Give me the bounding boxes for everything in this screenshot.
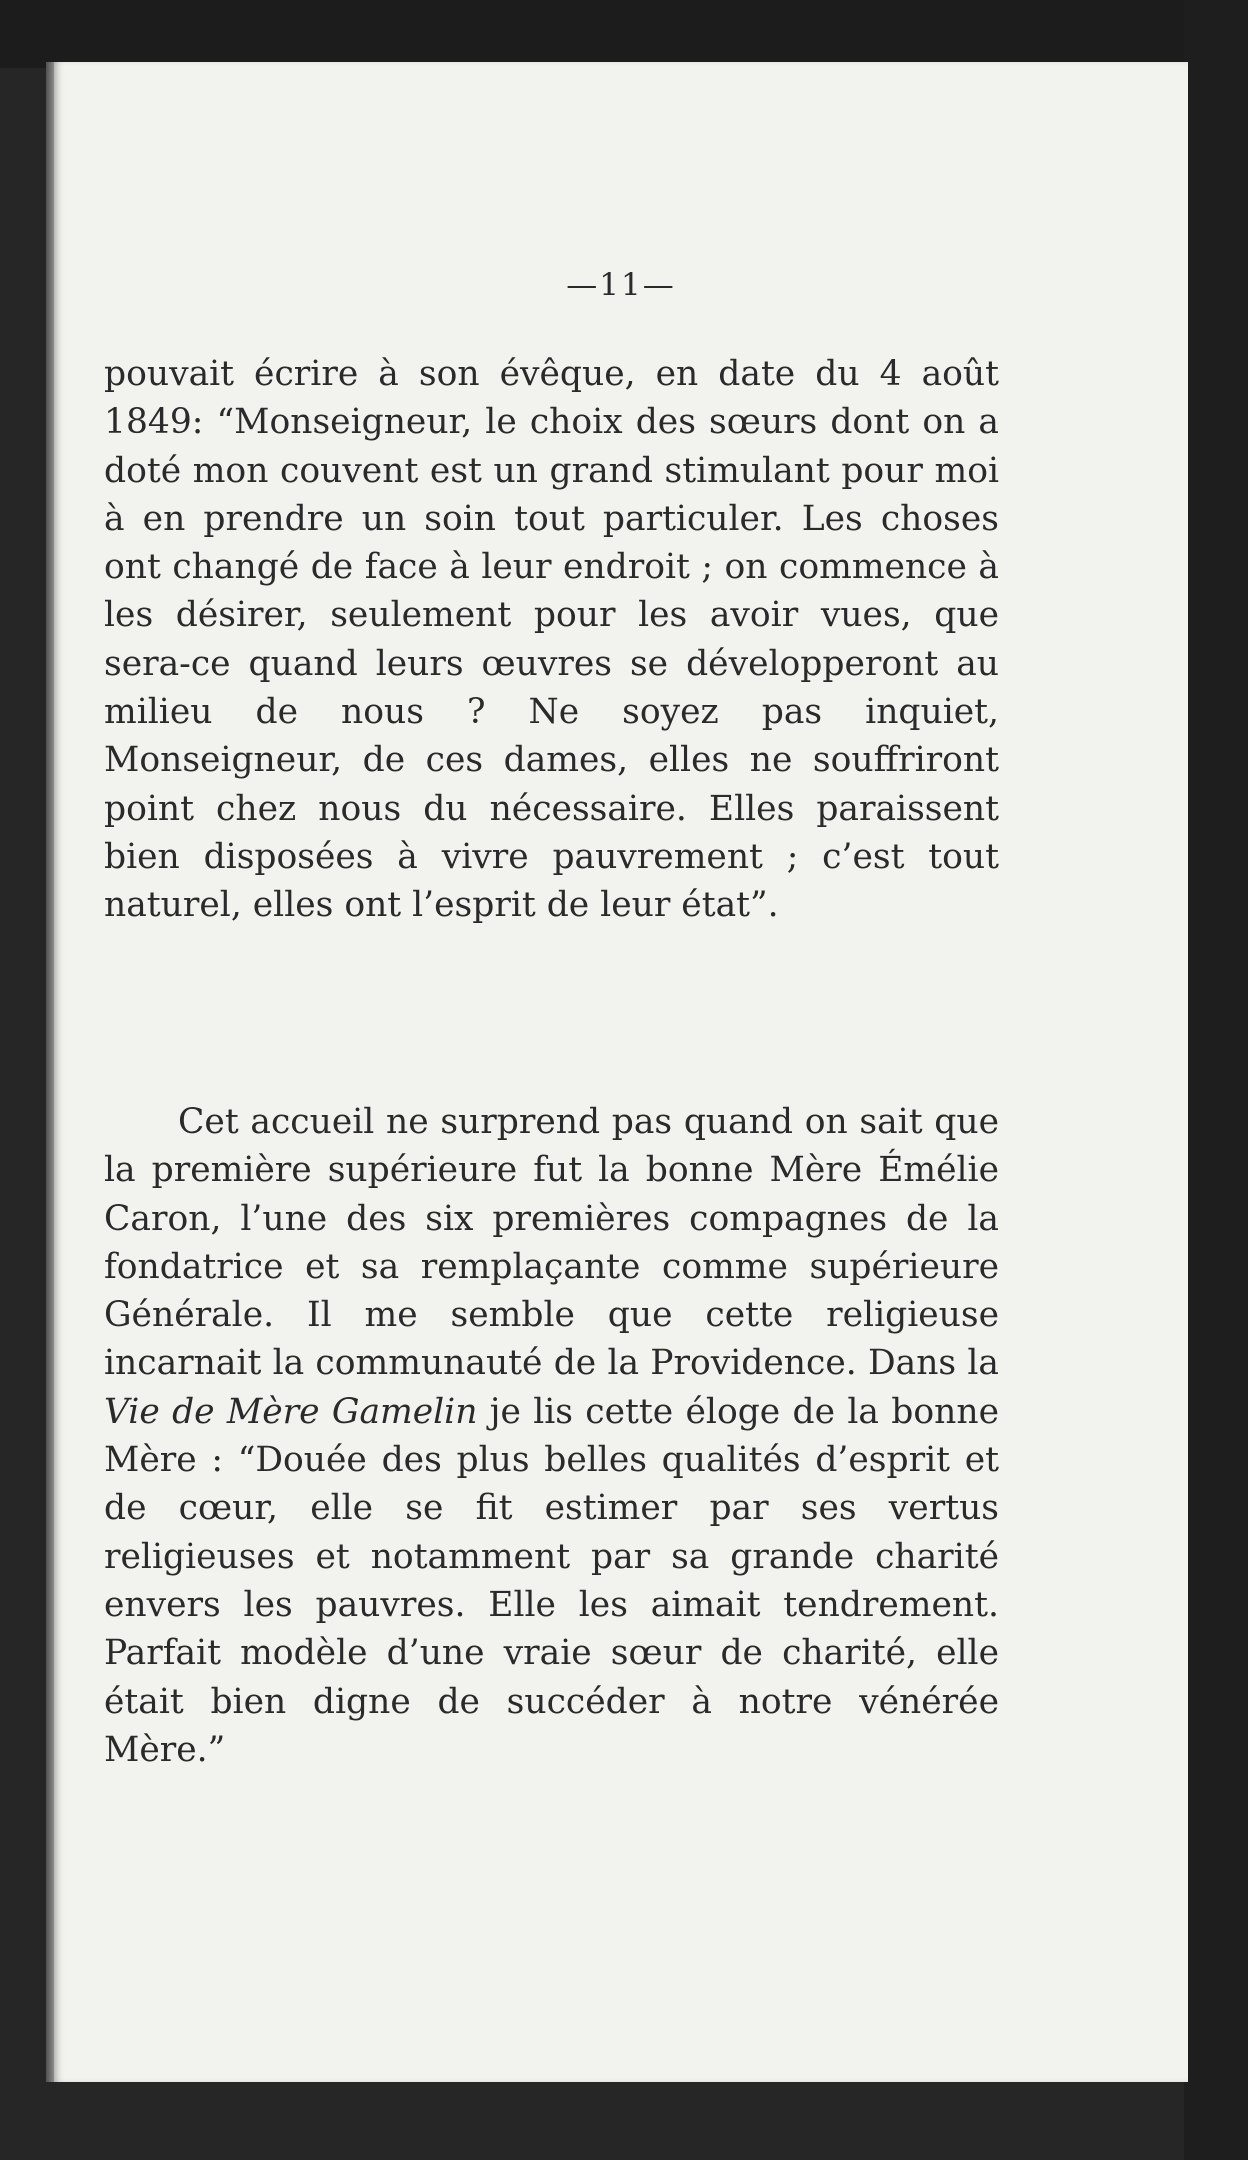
- book-page: [54, 62, 1188, 2082]
- scan-background-top: [0, 0, 1248, 68]
- scan-background-right: [1184, 0, 1248, 2160]
- paragraph-2-text-before: Cet accueil ne surprend pas quand on sait que la première supérieure fut la bonne Mère Émélie Caron, l’une des six premières compagnes de la fondatrice et sa remplaçante comme supérieure Générale. Il me semble que cette religieuse incarnait la communauté de la Providence. Dans la: [104, 1102, 999, 1384]
- book-title-italic: Vie de Mère Gamelin: [104, 1391, 478, 1432]
- paragraph-2: [104, 1098, 999, 1774]
- paragraph-2-text-after: je lis cette éloge de la bonne Mère : “Douée des plus belles qualités d’esprit et de cœur, elle se fit estimer par ses vertus religieuses et notamment par sa grande charité envers les pauvres. Elle les aimait tendrement. Parfait modèle d’une vraie sœur de charité, elle était bien digne de succéder à notre vénérée Mère.”: [104, 1391, 1000, 1770]
- page-number: —11—: [566, 267, 676, 303]
- paragraph-1: pouvait écrire à son évêque, en date du 4 août 1849: “Monseigneur, le choix des sœurs dont on a doté mon couvent est un grand stimulant pour moi à en prendre un soin tout particuler. Les choses ont changé de face à leur endroit ; on commence à les désirer, seulement pour les avoir vues, que sera-ce quand leurs œuvres se développeront au milieu de nous ? Ne soyez pas inquiet, Monseigneur, de ces dames, elles ne souffriront point chez nous du nécessaire. Elles paraissent bien disposées à vivre pauvrement ; c’est tout naturel, elles ont l’esprit de leur état”.: [104, 354, 999, 926]
